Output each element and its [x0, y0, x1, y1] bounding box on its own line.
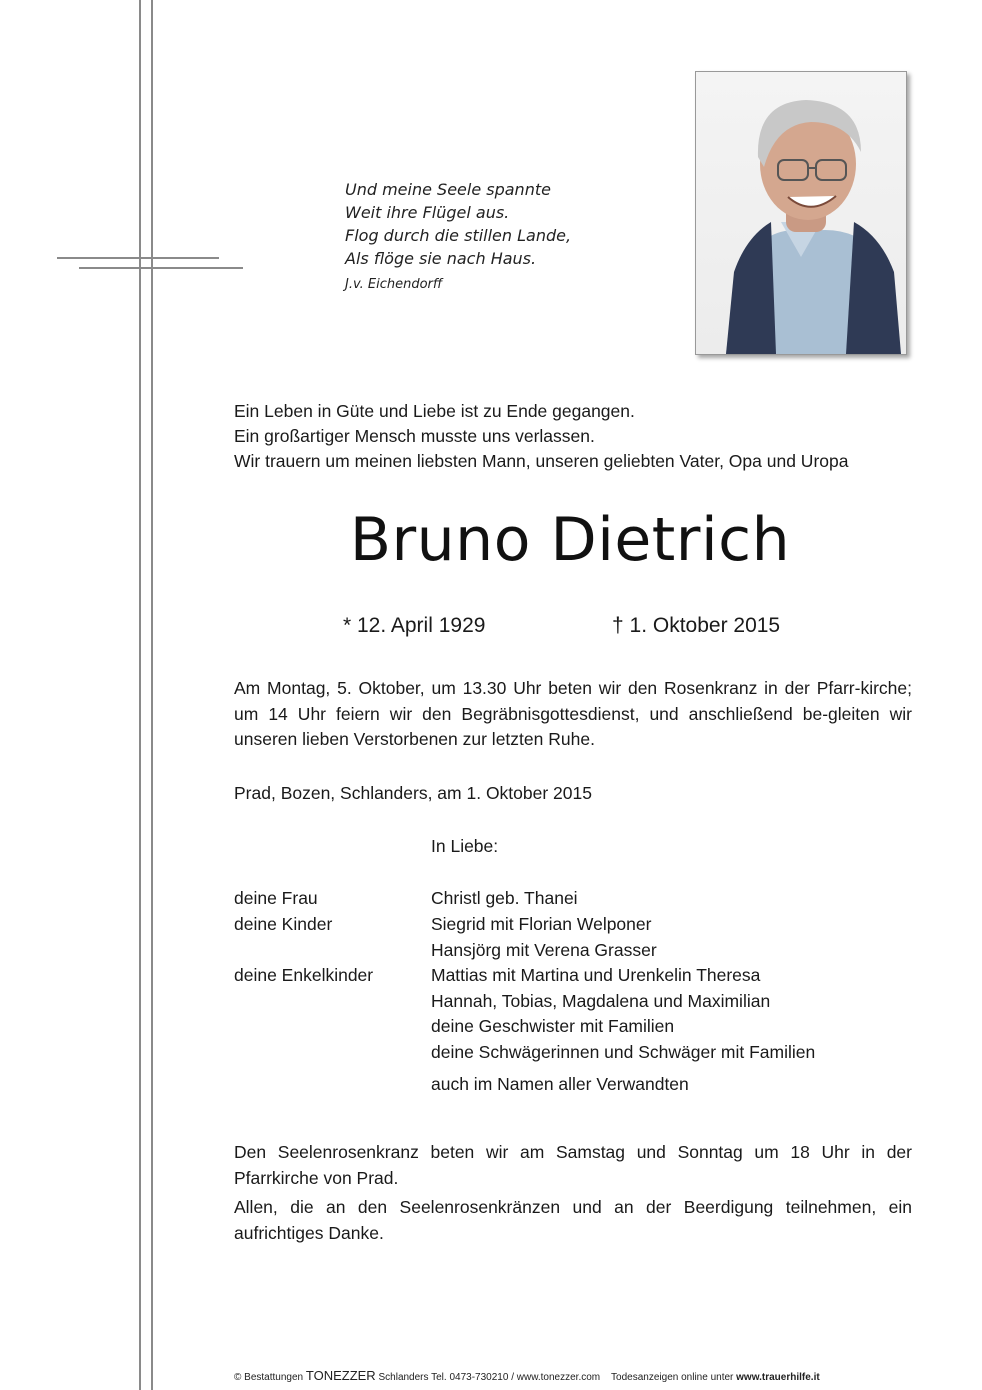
mourner-name: Hansjörg mit Verena Grasser — [431, 940, 657, 960]
poem-line: Und meine Seele spannte — [345, 180, 551, 199]
death-date: † 1. Oktober 2015 — [612, 614, 781, 637]
mourner-name: Siegrid mit Florian Welponer — [431, 914, 652, 934]
intro-line: Wir trauern um meinen liebsten Mann, unseren geliebten Vater, Opa und Uropa — [234, 451, 849, 471]
portrait-icon — [696, 72, 906, 354]
poem-line: Weit ihre Flügel aus. — [345, 203, 510, 222]
footer — [234, 1368, 820, 1383]
poem — [345, 178, 571, 270]
footer-online-link[interactable]: www.trauerhilfe.it — [736, 1372, 820, 1383]
deceased-name: Bruno Dietrich — [349, 505, 791, 575]
in-love-label: In Liebe: — [431, 836, 499, 856]
intro-line: Ein großartiger Mensch musste uns verlassen. — [234, 426, 595, 446]
footer-brand: TONEZZER — [305, 1368, 376, 1383]
service-text: Am Montag, 5. Oktober, um 13.30 Uhr beten wir den Rosenkranz in der Pfarr-kirche; um 14 Uhr feiern wir den Begräbnisgottesdienst, und anschließend be-gleiten wir unseren lieben Verstorbenen zur letzten Ruhe. — [234, 678, 912, 749]
poem-line: Flog durch die stillen Lande, — [345, 226, 572, 245]
relation-wife: deine Frau — [234, 888, 318, 908]
rosary-text: Den Seelenrosenkranz beten wir am Samstag und Sonntag um 18 Uhr in der Pfarrkirche von Prad. — [234, 1142, 912, 1188]
mourner-name: Mattias mit Martina und Urenkelin Theresa — [431, 965, 761, 985]
intro-line: Ein Leben in Güte und Liebe ist zu Ende gegangen. — [234, 401, 635, 421]
relation-grandchildren: deine Enkelkinder — [234, 965, 374, 985]
mourner-name: deine Geschwister mit Familien — [431, 1016, 675, 1036]
portrait-photo — [695, 71, 907, 355]
place-date: Prad, Bozen, Schlanders, am 1. Oktober 2015 — [234, 783, 592, 803]
footer-online-text: Todesanzeigen online unter — [611, 1372, 734, 1383]
intro-text — [234, 399, 848, 474]
mourner-name: Christl geb. Thanei — [431, 888, 578, 908]
relation-children: deine Kinder — [234, 914, 333, 934]
footer-town: Schlanders — [378, 1372, 429, 1383]
mourner-name: Hannah, Tobias, Magdalena und Maximilian — [431, 991, 771, 1011]
mourner-name: deine Schwägerinnen und Schwäger mit Familien — [431, 1042, 816, 1062]
footer-contact: Tel. 0473-730210 / www.tonezzer.com — [431, 1372, 601, 1383]
thanks-text: Allen, die an den Seelenrosenkränzen und an der Beerdigung teilnehmen, ein aufrichtiges Danke. — [234, 1197, 912, 1243]
footer-copyright: © Bestattungen — [234, 1372, 304, 1383]
poem-line: Als flöge sie nach Haus. — [345, 249, 537, 268]
birth-date: * 12. April 1929 — [343, 614, 486, 637]
relatives-note: auch im Namen aller Verwandten — [431, 1074, 689, 1094]
poem-author: J.v. Eichendorff — [345, 277, 443, 292]
